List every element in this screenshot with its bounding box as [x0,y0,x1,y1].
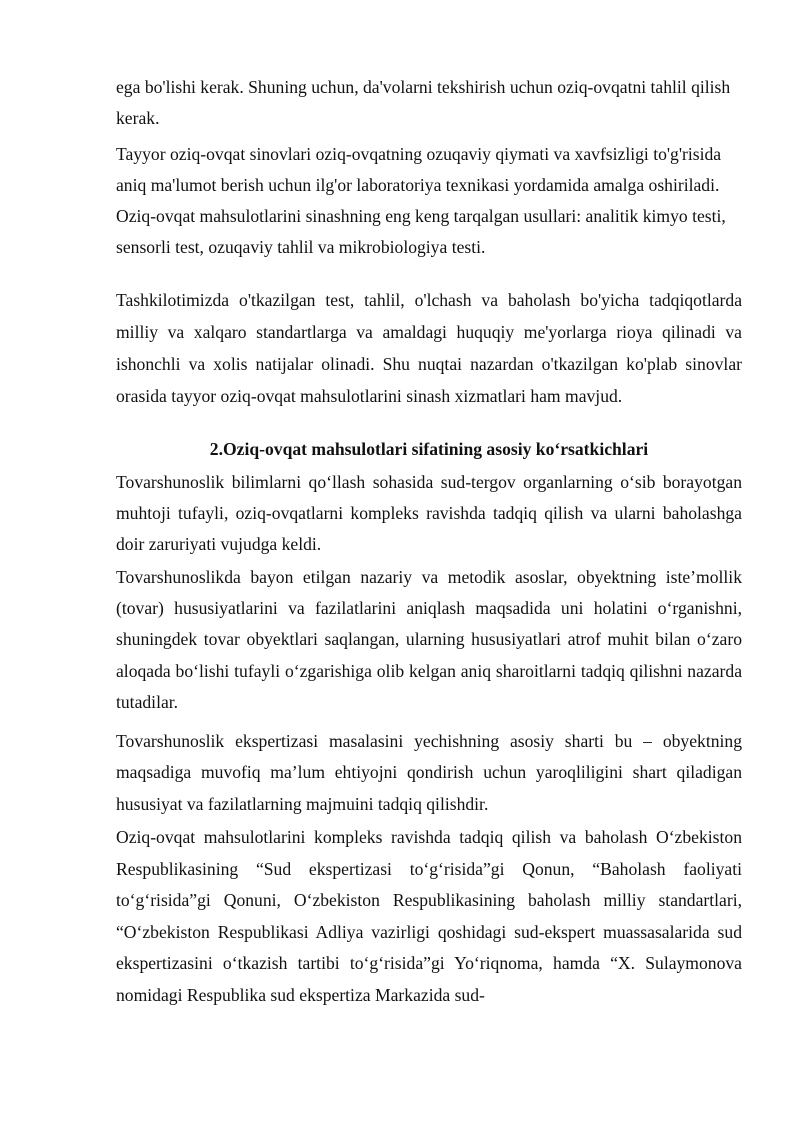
paragraph-merchandising-need: Tovarshunoslik bilimlarni qo‘llash sohasida sud-tergov organlarning o‘sib borayotgan muhtoji tufayli, oziq-ovqatlarni kompleks ravishda tadqiq qilish va ularni baholashga doir zaruriyati vujudga keldi. [116,472,742,554]
paragraph-intro-continuation: ega bo'lishi kerak. Shuning uchun, da'volarni tekshirish uchun oziq-ovqatni tahlil qilish kerak. [116,77,731,128]
paragraph-expertise-condition: Tovarshunoslik ekspertizasi masalasini yechishning asosiy sharti bu – obyektning maqsadiga muvofiq ma’lum ehtiyojni qondirish uchun yaroqliligini shart qiladigan hususiyat va fazilatlarning majmuini tadqiq qilishdir. [116,731,742,814]
paragraph-ready-food-testing: Tayyor oziq-ovqat sinovlari oziq-ovqatning ozuqaviy qiymati va xavfsizligi to'g'risida aniq ma'lumot berish uchun ilg'or laboratoriya texnikasi yordamida amalga oshiriladi. Oziq-ovqat mahsulotlarini sinashning eng keng tarqalgan usullari: analitik kimyo testi, sensorli test, ozuqaviy tahlil va mikrobiologiya testi. [116,144,726,257]
paragraph-legal-framework: Oziq-ovqat mahsulotlarini kompleks ravishda tadqiq qilish va baholash O‘zbekiston Respublikasining “Sud ekspertizasi to‘g‘risida”gi Qonun, “Baholash faoliyati to‘g‘risida”gi Qonuni, O‘zbekiston Respublikasining baholash milliy standartlari, “O‘zbekiston Respublikasi Adliya vazirligi qoshidagi sud-ekspert muassasalarida sud ekspertizasini o‘tkazish tartibi to‘g‘risida”gi Yo‘riqnoma, hamda “X. Sulaymonova nomidagi Respublika sud ekspertiza Markazida sud- [116,827,742,1005]
paragraph-theoretical-basis: Tovarshunoslikda bayon etilgan nazariy va metodik asoslar, obyektning iste’mollik (tovar) hususiyatlarini va fazilatlarini aniqlash maqsadida uni holatini o‘rganishni, shuningdek tovar obyektlari saqlangan, ularning hususiyatlari atrof muhit bilan o‘zaro aloqada bo‘lishi tufayli o‘zgarishiga olib kelgan aniq sharoitlarni tadqiq qilishni nazarda tutadilar. [116,567,742,712]
paragraph-organization-standards: Tashkilotimizda o'tkazilgan test, tahlil, o'lchash va baholash bo'yicha tadqiqotlarda milliy va xalqaro standartlarga va amaldagi huquqiy me'yorlarga rioya qilinadi va ishonchli va xolis natijalar olinadi. Shu nuqtai nazardan o'tkazilgan ko'plab sinovlar orasida tayyor oziq-ovqat mahsulotlarini sinash xizmatlari ham mavjud. [116,290,742,406]
section-heading: 2.Oziq-ovqat mahsulotlari sifatining asosiy ko‘rsatkichlari [209,439,649,459]
